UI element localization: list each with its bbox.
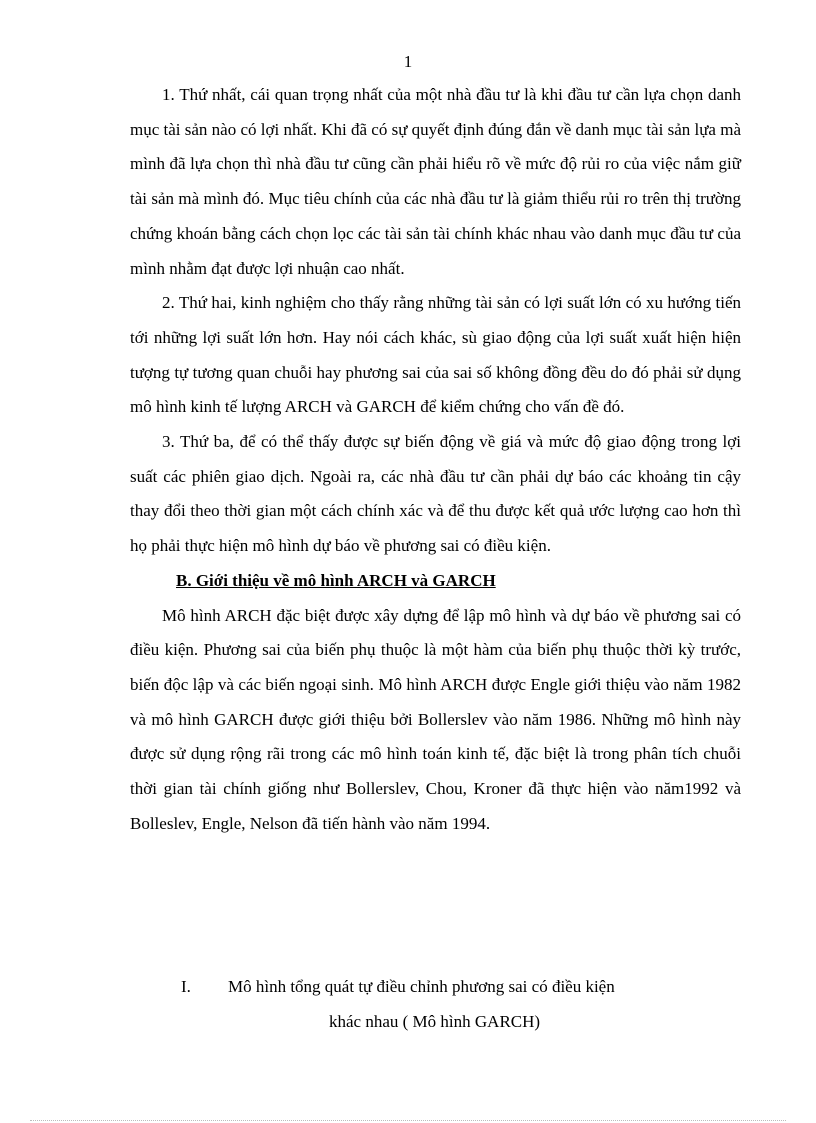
subsection-title-line2: khác nhau ( Mô hình GARCH) bbox=[329, 1011, 541, 1031]
paragraph-second-point: 2. Thứ hai, kinh nghiệm cho thấy rằng những tài sản có lợi suất lớn có xu hướng tiến tới những lợi suất lớn hơn. Hay nói cách khác, sù giao động của lợi suất xuất hiện hiện tượng tự tương quan chuỗi hay phương sai của sai số không đồng đều do đó phải sử dụng mô hình kinh tế lượng ARCH và GARCH để kiểm chứng cho vấn đề đó. bbox=[130, 293, 741, 417]
document-body bbox=[130, 78, 741, 841]
paragraph-arch-intro: Mô hình ARCH đặc biệt được xây dựng để lập mô hình và dự báo về phương sai có điều kiện. Phương sai của biến phụ thuộc là một hàm của biến phụ thuộc thời kỳ trước, biến độc lập và các biến ngoại sinh. Mô hình ARCH được Engle giới thiệu vào năm 1982 và mô hình GARCH được giới thiệu bởi Bollerslev vào năm 1986. Những mô hình này được sử dụng rộng rãi trong các mô hình toán kinh tế, đặc biệt là trong phân tích chuỗi thời gian tài chính giống như Bollerslev, Chou, Kroner đã thực hiện vào năm1992 và Bolleslev, Engle, Nelson đã tiến hành vào năm 1994. bbox=[130, 605, 741, 833]
page-number: 1 bbox=[403, 52, 413, 71]
section-heading-b: B. Giới thiệu về mô hình ARCH và GARCH bbox=[176, 570, 496, 590]
paragraph-third-point: 3. Thứ ba, để có thể thấy được sự biến động về giá và mức độ giao động trong lợi suất các phiên giao dịch. Ngoài ra, các nhà đầu tư cần phải dự báo các khoảng tin cậy thay đổi theo thời gian một cách chính xác và để thu được kết quả ước lượng cao hơn thì họ phải thực hiện mô hình dự báo về phương sai có điều kiện. bbox=[130, 432, 741, 556]
page-bottom-divider bbox=[30, 1120, 786, 1121]
subsection-numeral: I. bbox=[181, 977, 191, 996]
subsection-title-line1: Mô hình tổng quát tự điều chỉnh phương sai có điều kiện bbox=[228, 977, 615, 996]
paragraph-first-point: 1. Thứ nhất, cái quan trọng nhất của một nhà đầu tư là khi đầu tư cần lựa chọn danh mục tài sản nào có lợi nhất. Khi đã có sự quyết định đúng đắn về danh mục tài sản lựa mà mình đã lựa chọn thì nhà đầu tư cũng cần phải hiểu rõ về mức độ rủi ro của việc nắm giữ tài sản mà mình đó. Mục tiêu chính của các nhà đầu tư là giảm thiểu rủi ro trên thị trường chứng khoán bằng cách chọn lọc các tài sản tài chính khác nhau vào danh mục đầu tư của mình nhằm đạt được lợi nhuận cao nhất. bbox=[130, 85, 741, 278]
